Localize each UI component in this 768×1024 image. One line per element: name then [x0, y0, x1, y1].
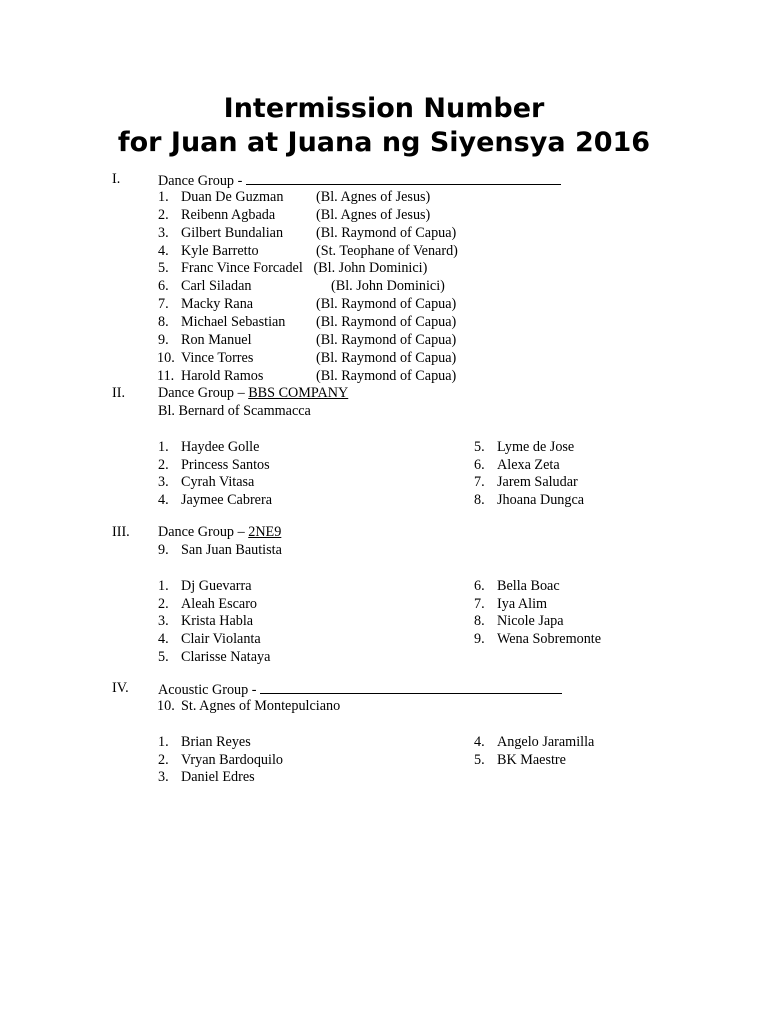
section-numeral: II.: [112, 385, 125, 401]
member-name: Iya Alim: [497, 595, 548, 612]
section-heading: [112, 385, 732, 403]
member-row: 6. Carl Siladan (Bl. John Dominici): [158, 278, 445, 295]
member-affiliation: (Bl. John Dominici): [331, 278, 445, 295]
spacer: [112, 560, 732, 578]
member-row: 9. Ron Manuel (Bl. Raymond of Capua): [158, 332, 457, 349]
member-affiliation: (Bl. John Dominici): [313, 260, 428, 277]
member-name: Reibenn Agbada: [181, 206, 276, 223]
member-name: Krista Habla: [181, 613, 254, 630]
member-name: Haydee Golle: [181, 438, 260, 455]
member-name: Duan De Guzman: [181, 188, 284, 205]
member-row: 1. Dj Guevarra 6. Bella Boac: [158, 577, 560, 594]
member-affiliation: (Bl. Raymond of Capua): [316, 224, 457, 241]
member-name: BK Maestre: [497, 751, 566, 768]
group-name: 2NE9: [248, 524, 282, 540]
blank-line: [246, 171, 561, 185]
member-name: Princess Santos: [181, 456, 270, 473]
group-name: BBS COMPANY: [248, 385, 349, 401]
member-name: Vryan Bardoquilo: [181, 751, 283, 768]
section-1: [112, 171, 732, 386]
member-affiliation: (Bl. Raymond of Capua): [316, 367, 457, 384]
member-row: 4. Jaymee Cabrera 8. Jhoana Dungca: [158, 492, 585, 509]
member-row: 5. Franc Vince Forcadel (Bl. John Dominici): [158, 260, 428, 277]
member-row: 4. Kyle Barretto (St. Teophane of Venard): [158, 242, 458, 259]
member-affiliation: (St. Teophane of Venard): [316, 242, 458, 259]
member-name: Nicole Japa: [497, 613, 564, 630]
member-row: 2. Reibenn Agbada (Bl. Agnes of Jesus): [158, 206, 431, 223]
member-name: Jarem Saludar: [497, 474, 578, 491]
member-name: Cyrah Vitasa: [181, 474, 255, 491]
spacer: [112, 421, 732, 439]
member-name: Clarisse Nataya: [181, 649, 271, 666]
section-subtitle: 10. St. Agnes of Montepulciano: [157, 697, 341, 714]
member-name: Franc Vince Forcadel (Bl. John Dominici): [181, 260, 428, 277]
spacer: [112, 716, 732, 734]
member-row: 3. Gilbert Bundalian (Bl. Raymond of Capua): [158, 224, 457, 241]
member-name: Daniel Edres: [181, 769, 255, 786]
member-name: Brian Reyes: [181, 733, 251, 750]
member-name: Jaymee Cabrera: [181, 492, 272, 509]
section-label: Dance Group – 2NE9: [158, 524, 282, 540]
member-row: 3. Daniel Edres: [158, 769, 255, 786]
section-label: Dance Group – BBS COMPANY: [158, 385, 349, 401]
member-row: 1. Haydee Golle 5. Lyme de Jose: [158, 438, 575, 455]
member-row: 2. Princess Santos 6. Alexa Zeta: [158, 456, 560, 473]
member-name: Macky Rana: [181, 296, 254, 313]
member-name: Michael Sebastian: [181, 314, 286, 331]
member-name: Dj Guevarra: [181, 577, 252, 594]
section-subtitle: Bl. Bernard of Scammacca: [158, 402, 311, 419]
member-name: Jhoana Dungca: [497, 492, 585, 509]
member-name: Lyme de Jose: [497, 438, 575, 455]
member-row: 11. Harold Ramos (Bl. Raymond of Capua): [157, 367, 457, 384]
member-row: 1. Brian Reyes 4. Angelo Jaramilla: [158, 733, 595, 750]
member-affiliation: (Bl. Raymond of Capua): [316, 296, 457, 313]
member-name: Clair Violanta: [181, 631, 261, 648]
member-row: 2. Aleah Escaro 7. Iya Alim: [158, 595, 548, 612]
blank-line: [260, 680, 562, 694]
member-name: Bella Boac: [497, 577, 560, 594]
section-heading: [112, 171, 732, 189]
section-heading: [112, 680, 732, 698]
member-name: Angelo Jaramilla: [497, 733, 595, 750]
member-name: Carl Siladan: [181, 278, 252, 295]
member-affiliation: (Bl. Agnes of Jesus): [316, 206, 431, 223]
member-affiliation: (Bl. Agnes of Jesus): [316, 188, 431, 205]
section-numeral: IV.: [112, 680, 129, 696]
member-row: 5. Clarisse Nataya: [158, 649, 271, 666]
member-name: Vince Torres: [181, 349, 254, 366]
section-numeral: I.: [112, 171, 121, 187]
section-2: [112, 385, 732, 510]
page-title: Intermission Number: [223, 93, 545, 124]
member-affiliation: (Bl. Raymond of Capua): [316, 314, 457, 331]
member-row: 3. Krista Habla 8. Nicole Japa: [158, 613, 564, 630]
section-heading: [112, 524, 732, 542]
section-label: Acoustic Group -: [158, 680, 562, 700]
member-row: 10. Vince Torres (Bl. Raymond of Capua): [157, 349, 457, 366]
member-affiliation: (Bl. Raymond of Capua): [316, 332, 457, 349]
section-numeral: III.: [112, 524, 130, 540]
member-name: Harold Ramos: [181, 367, 264, 384]
member-name: Wena Sobremonte: [497, 631, 602, 648]
member-name: Ron Manuel: [181, 332, 252, 349]
member-row: 3. Cyrah Vitasa 7. Jarem Saludar: [158, 474, 578, 491]
member-name: Aleah Escaro: [181, 595, 258, 612]
section-4: [112, 680, 732, 787]
member-name: Kyle Barretto: [181, 242, 259, 259]
page-subtitle: for Juan at Juana ng Siyensya 2016: [117, 127, 651, 158]
member-name: Alexa Zeta: [497, 456, 560, 473]
member-row: 2. Vryan Bardoquilo 5. BK Maestre: [158, 751, 566, 768]
member-affiliation: (Bl. Raymond of Capua): [316, 349, 457, 366]
member-row: 1. Duan De Guzman (Bl. Agnes of Jesus): [158, 188, 431, 205]
section-subtitle: 9. San Juan Bautista: [158, 541, 282, 558]
member-row: 7. Macky Rana (Bl. Raymond of Capua): [158, 296, 457, 313]
section-label: Dance Group -: [158, 171, 561, 191]
section-3: [112, 524, 732, 667]
member-name: Gilbert Bundalian: [181, 224, 284, 241]
member-row: 8. Michael Sebastian (Bl. Raymond of Capua): [158, 314, 457, 331]
member-row: 4. Clair Violanta 9. Wena Sobremonte: [158, 631, 602, 648]
